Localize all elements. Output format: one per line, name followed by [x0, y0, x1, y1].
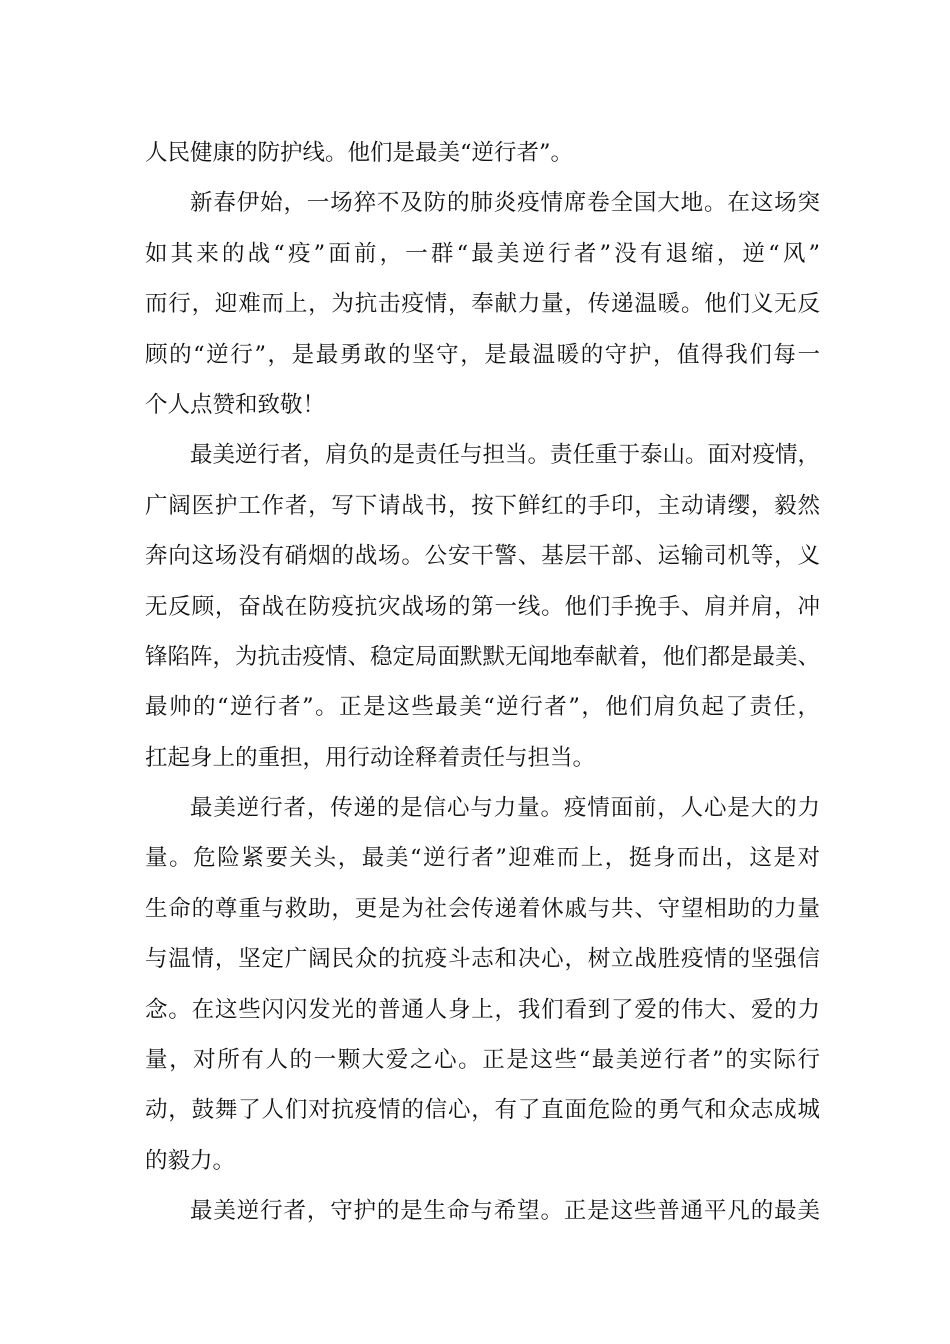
text-line: 无反顾，奋战在防疫抗灾战场的第一线。他们手挽手、肩并肩，冲: [145, 593, 820, 620]
body-text: [145, 128, 820, 1237]
text-line: 的毅力。: [145, 1147, 236, 1174]
text-line: 个人点赞和致敬！: [145, 391, 326, 418]
text-line: 如其来的战“疫”面前，一群“最美逆行者”没有退缩，逆“风”: [145, 240, 820, 267]
text-line: 生命的尊重与救助，更是为社会传递着休戚与共、守望相助的力量: [145, 895, 820, 922]
text-line: 人民健康的防护线。他们是最美“逆行者”。: [145, 140, 574, 166]
text-line: 最美逆行者，守护的是生命与希望。正是这些普通平凡的最美: [190, 1198, 820, 1225]
text-line: 动，鼓舞了人们对抗疫情的信心，有了直面危险的勇气和众志成城: [145, 1097, 820, 1124]
text-line: 念。在这些闪闪发光的普通人身上，我们看到了爱的伟大、爱的力: [145, 996, 820, 1023]
text-line: 量。危险紧要关头，最美“逆行者”迎难而上，挺身而出，这是对: [145, 845, 820, 872]
text-line: 广阔医护工作者，写下请战书，按下鲜红的手印，主动请缨，毅然: [145, 492, 820, 519]
text-line: 新春伊始，一场猝不及防的肺炎疫情席卷全国大地。在这场突: [190, 190, 820, 217]
text-line: 最美逆行者，肩负的是责任与担当。责任重于泰山。面对疫情，: [190, 442, 821, 469]
text-line: 奔向这场没有硝烟的战场。公安干警、基层干部、运输司机等，义: [145, 543, 820, 570]
text-line: 量，对所有人的一颗大爱之心。正是这些“最美逆行者”的实际行: [145, 1047, 820, 1074]
text-line: 最美逆行者，传递的是信心与力量。疫情面前，人心是大的力: [190, 795, 820, 822]
text-line: 顾的“逆行”，是最勇敢的坚守，是最温暖的守护，值得我们每一: [145, 341, 820, 368]
text-line: 锋陷阵，为抗击疫情、稳定局面默默无闻地奉献着，他们都是最美、: [145, 643, 821, 670]
text-line: 与温情，坚定广阔民众的抗疫斗志和决心，树立战胜疫情的坚强信: [145, 946, 820, 973]
text-line: 而行，迎难而上，为抗击疫情，奉献力量，传递温暖。他们义无反: [145, 291, 820, 318]
text-line: 扛起身上的重担，用行动诠释着责任与担当。: [145, 744, 596, 771]
text-line: 最帅的“逆行者”。正是这些最美“逆行者”，他们肩负起了责任，: [145, 694, 820, 721]
